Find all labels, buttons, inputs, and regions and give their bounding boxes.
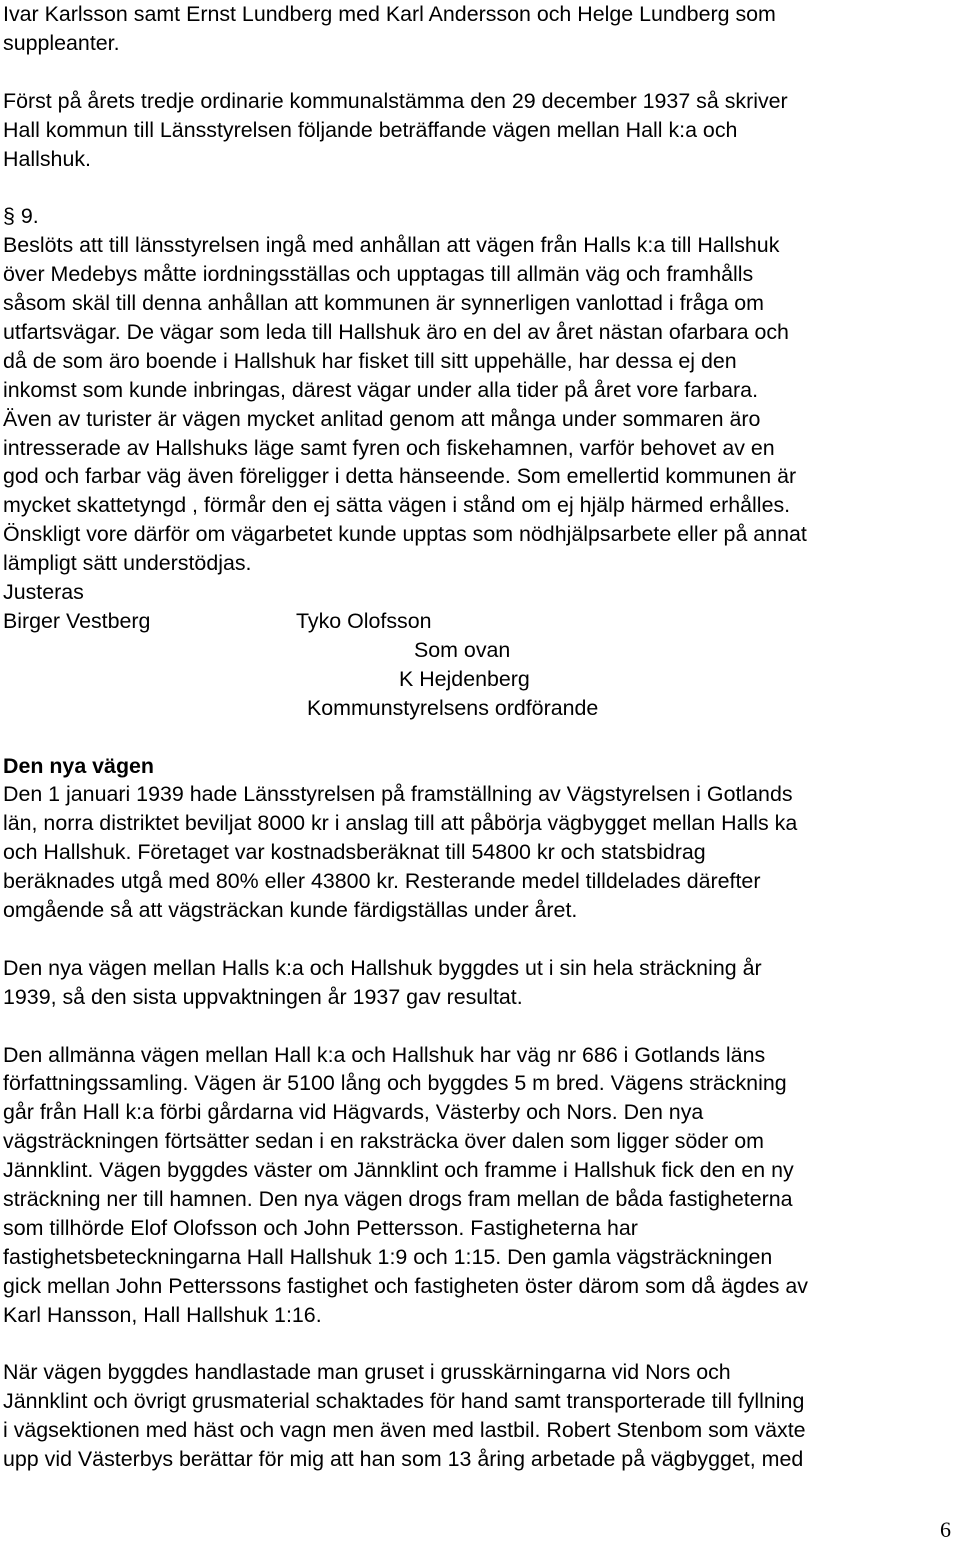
text-line: och Hallshuk. Företaget var kostnadsberäknat till 54800 kr och statsbidrag (3, 840, 706, 865)
signature-block (3, 578, 958, 723)
text-line: god och farbar väg även föreligger i detta hänseende. Som emellertid kommunen är (3, 464, 797, 489)
text-line: Hallshuk. (3, 146, 91, 171)
signature-row (3, 607, 958, 636)
text-line: lämpligt sätt understödjas. (3, 551, 252, 576)
section-heading: Den nya vägen (3, 753, 154, 778)
section-mark: § 9. (3, 204, 39, 229)
text-line: Hall kommun till Länsstyrelsen följande beträffande vägen mellan Hall k:a och (3, 117, 738, 142)
text-line: Den nya vägen mellan Halls k:a och Hallshuk byggdes ut i sin hela sträckning år (3, 955, 762, 980)
signatory-right: Tyko Olofsson (296, 609, 432, 633)
text-line: Först på årets tredje ordinarie kommunalstämma den 29 december 1937 så skriver (3, 88, 788, 113)
text-line: Jännklint. Vägen byggdes väster om Jännklint och framme i Hallshuk fick den en ny (3, 1158, 794, 1183)
text-line: inkomst som kunde inbringas, därest vägar under alla tider på året vore farbara. (3, 377, 759, 402)
intro-paragraph (3, 0, 958, 58)
construction-paragraph (3, 954, 958, 1012)
text-line: sträckning ner till hamnen. Den nya vägen drogs fram mellan de båda fastigheterna (3, 1187, 793, 1212)
text-line: vägsträckningen förtsätter sedan i en raksträcka över dalen som ligger söder om (3, 1129, 764, 1154)
text-line: författningssamling. Vägen är 5100 lång och byggdes 5 m bred. Vägens sträckning (3, 1071, 787, 1096)
text-line: över Medebys måtte iordningsställas och upptagas till allmän väg och framhålls (3, 262, 754, 287)
text-line: utfartsvägar. De vägar som leda till Hallshuk äro en del av året nästan ofarbara och (3, 319, 789, 344)
signatory-left: Birger Vestberg (3, 609, 151, 633)
text-line: Önskligt vore därför om vägarbetet kunde upptas som nödhjälpsarbete eller på annat (3, 522, 807, 547)
page-number: 6 (940, 1517, 951, 1542)
text-line: När vägen byggdes handlastade man gruset i grusskärningarna vid Nors och (3, 1360, 731, 1385)
text-line: Jännklint och övrigt grusmaterial schaktades för hand samt transporterade till fyllning (3, 1389, 805, 1414)
text-line: gick mellan John Petterssons fastighet och fastigheten öster därom som då ägdes av (3, 1273, 808, 1298)
text-line: intresserade av Hallshuks läge samt fyren och fiskehamnen, varför behovet av en (3, 435, 775, 460)
text-line: såsom skäl till denna anhållan att kommunen är synnerligen vanlottad i fråga om (3, 291, 764, 316)
text-line: omgående så att vägsträckan kunde färdigställas under året. (3, 898, 578, 923)
text-line: 1939, så den sista uppvaktningen år 1937 gav resultat. (3, 984, 523, 1009)
text-line: Den allmänna vägen mellan Hall k:a och Hallshuk har väg nr 686 i Gotlands läns (3, 1042, 766, 1067)
text-line: som tillhörde Elof Olofsson och John Pettersson. Fastigheterna har (3, 1215, 638, 1240)
justeras-label: Justeras (3, 580, 84, 605)
som-ovan-label: Som ovan (414, 637, 511, 662)
text-line: då de som äro boende i Hallshuk har fisket till sitt uppehälle, har dessa ej den (3, 348, 737, 373)
decision-paragraph (3, 231, 958, 578)
text-line: län, norra distriktet beviljat 8000 kr i anslag till att påbörja vägbygget mellan Halls ka (3, 811, 798, 836)
signatory-role: Kommunstyrelsens ordförande (307, 695, 599, 720)
text-line: Även av turister är vägen mycket anlitad genom att många under sommaren äro (3, 406, 761, 431)
text-line: Ivar Karlsson samt Ernst Lundberg med Karl Andersson och Helge Lundberg som (3, 2, 776, 26)
text-line: mycket skattetyngd , förmår den ej sätta vägen i stånd om ej hjälp härmed erhålles. (3, 493, 791, 518)
text-line: suppleanter. (3, 30, 120, 55)
text-line: Karl Hansson, Hall Hallshuk 1:16. (3, 1302, 322, 1327)
document-page (3, 0, 958, 1474)
text-line: Den 1 januari 1939 hade Länsstyrelsen på framställning av Vägstyrelsen i Gotlands (3, 782, 793, 807)
text-line: upp vid Västerbys berättar för mig att han som 13 åring arbetade på vägbygget, med (3, 1447, 804, 1472)
text-line: beräknades utgå med 80% eller 43800 kr. Resterande medel tilldelades därefter (3, 869, 761, 894)
gravel-paragraph (3, 1358, 958, 1474)
route-paragraph (3, 1041, 958, 1330)
council-paragraph (3, 87, 958, 174)
text-line: i vägsektionen med häst och vagn men även med lastbil. Robert Stenbom som växte (3, 1418, 806, 1443)
text-line: fastighetsbeteckningarna Hall Hallshuk 1:9 och 1:15. Den gamla vägsträckningen (3, 1244, 773, 1269)
signatory-name: K Hejdenberg (399, 666, 530, 691)
new-road-paragraph (3, 780, 958, 925)
text-line: går från Hall k:a förbi gårdarna vid Hägvards, Västerby och Nors. Den nya (3, 1100, 704, 1125)
text-line: Beslöts att till länsstyrelsen ingå med anhållan att vägen från Halls k:a till Hallshuk (3, 233, 780, 258)
